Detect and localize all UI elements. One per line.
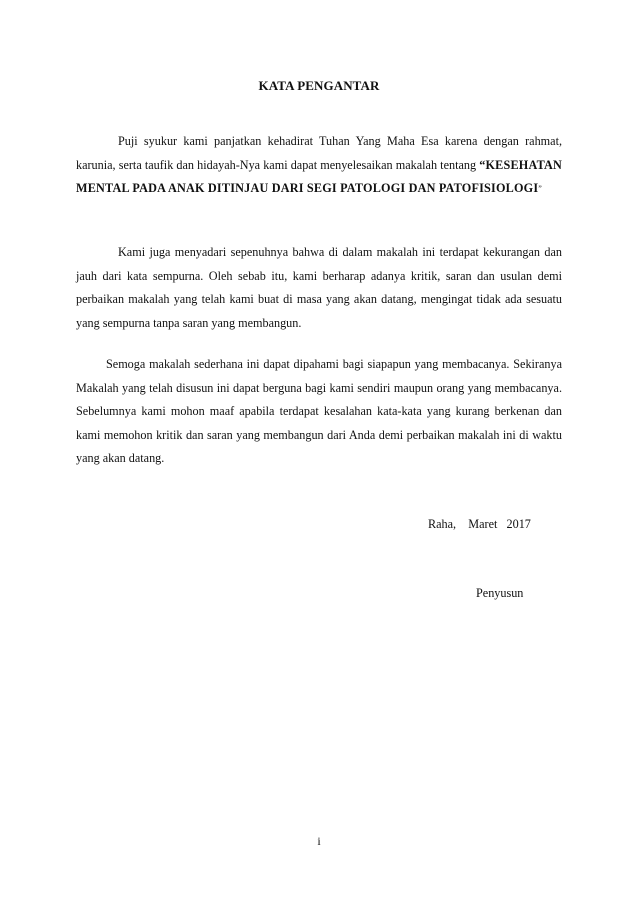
closing-quote-mark: ” (538, 184, 542, 194)
place-date: Raha, Maret 2017 (428, 517, 531, 531)
makalah-title-emphasis: “KESEHATAN MENTAL PADA ANAK DITINJAU DARI SEGI PATOLOGI DAN PATOFISIOLOGI (76, 157, 562, 196)
acknowledgement-paragraph: Kami juga menyadari sepenuhnya bahwa di dalam makalah ini terdapat kekurangan dan jauh dari kata sempurna. Oleh sebab itu, kami berharap adanya kritik, saran dan usulan demi perbaikan makalah yang telah kami buat di masa yang akan datang, mengingat tidak ada sesuatu yang sempurna tanpa saran yang membangun. (76, 245, 562, 330)
page-number: i (317, 834, 321, 848)
author-signature: Penyusun (476, 586, 524, 600)
intro-paragraph (76, 130, 562, 201)
closing-paragraph: Semoga makalah sederhana ini dapat dipahami bagi siapapun yang membacanya. Sekiranya Makalah yang telah disusun ini dapat berguna bagi kami sendiri maupun orang yang membacanya. Sebelumnya kami mohon maaf apabila terdapat kesalahan kata-kata yang kurang berkenan dan kami memohon kritik dan saran yang membangun dari Anda demi perbaikan makalah ini di waktu yang akan datang. (76, 357, 562, 466)
page-title: KATA PENGANTAR (258, 78, 380, 93)
intro-paragraph-text: Puji syukur kami panjatkan kehadirat Tuhan Yang Maha Esa karena dengan rahmat, karunia, serta taufik dan hidayah-Nya kami dapat menyelesaikan makalah tentang (76, 134, 562, 172)
